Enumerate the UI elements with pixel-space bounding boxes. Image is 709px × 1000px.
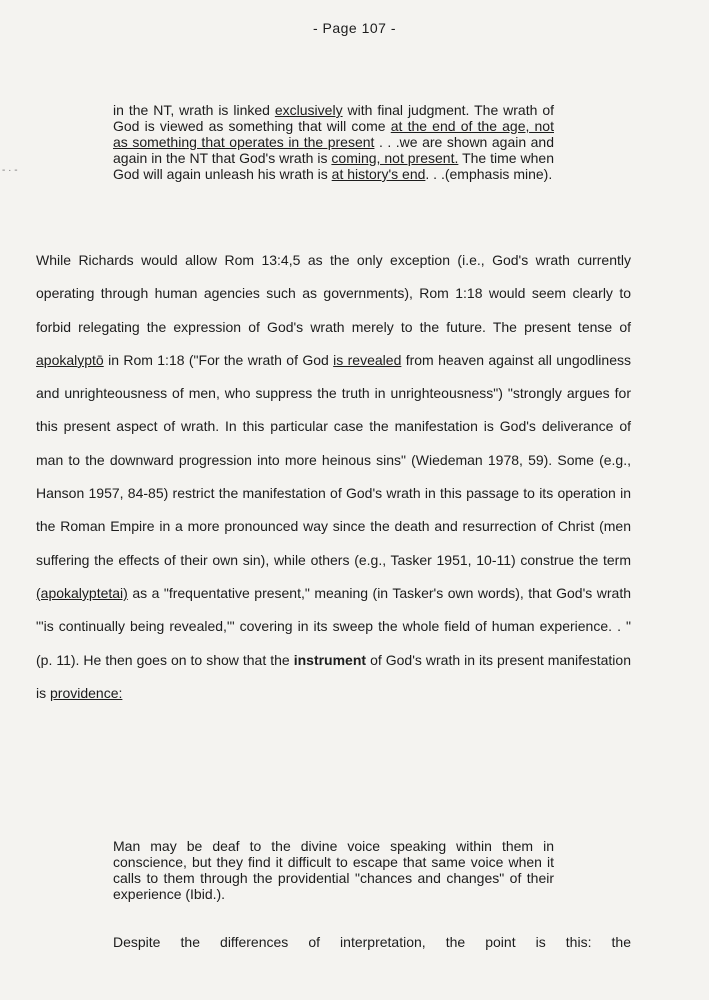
quote-underlined-text: exclusively (274, 102, 343, 118)
quote-text: . . .(emphasis mine). (425, 166, 553, 182)
quote-text: The time when God will again unleash his wrath is (113, 150, 554, 182)
body-paragraph (36, 244, 631, 710)
underlined-term: apokalyptō (36, 351, 104, 368)
quote-text: in the NT, wrath is linked (113, 102, 275, 118)
paragraph-text: as a "frequentative present," meaning (in Tasker's own words), that God's wrath "'is continually being revealed,'" covering in its sweep the whole field of human experience. . " (p. 11). He then goes on to show that the (36, 584, 631, 668)
underlined-term: providence: (50, 684, 123, 701)
quote-underlined-text: at history's end (331, 166, 426, 182)
margin-mark: - · - (2, 165, 18, 176)
paragraph-text: from heaven against all ungodliness and unrighteousness of men, who suppress the truth in unrighteousness") "strongly argues for this present aspect of wrath. In this particular case the manifestation is God's deliverance of man to the downward progression into more heinous sins" (Wiedeman 1978, 59). Some (e.g., Hanson 1957, 84-85) restrict the manifestation of God's wrath in this passage to its operation in the Roman Empire in a more pronounced way since the death and resurrection of Christ (men suffering the effects of their own sin), while others (e.g., Tasker 1951, 10-11) construe the term (36, 351, 631, 568)
quote-text: with final judgment. The wrath of God is viewed as something that will come (113, 102, 555, 134)
quote-underlined-text: coming, not present. (331, 150, 459, 166)
paragraph-text: of God's wrath in its present manifestation is (36, 651, 631, 701)
bold-term: instrument (293, 651, 367, 668)
quote-underlined-text: at the end of the age, not as something that operates in the present (113, 118, 554, 150)
body-paragraph-continued: Despite the differences of interpretation, the point is this: the (113, 934, 631, 950)
underlined-term: (apokalyptetai) (36, 584, 128, 601)
underlined-term: is revealed (333, 351, 402, 368)
page-number: - Page 107 - (312, 20, 397, 36)
block-quote-tasker: Man may be deaf to the divine voice speaking within them in conscience, but they find it difficult to escape that same voice when it calls to them through the providential "chances and changes" of their experience (Ibid.). (113, 838, 554, 902)
quote-text: . . .we are shown again and again in the NT that God's wrath is (113, 134, 555, 166)
paragraph-text: While Richards would allow Rom 13:4,5 as the only exception (i.e., God's wrath currently operating through human agencies such as governments), Rom 1:18 would seem clearly to forbid relegating the expression of God's wrath merely to the future. The present tense of (36, 252, 631, 335)
block-quote-richards (113, 102, 554, 182)
paragraph-text: in Rom 1:18 ("For the wrath of God (103, 351, 334, 368)
